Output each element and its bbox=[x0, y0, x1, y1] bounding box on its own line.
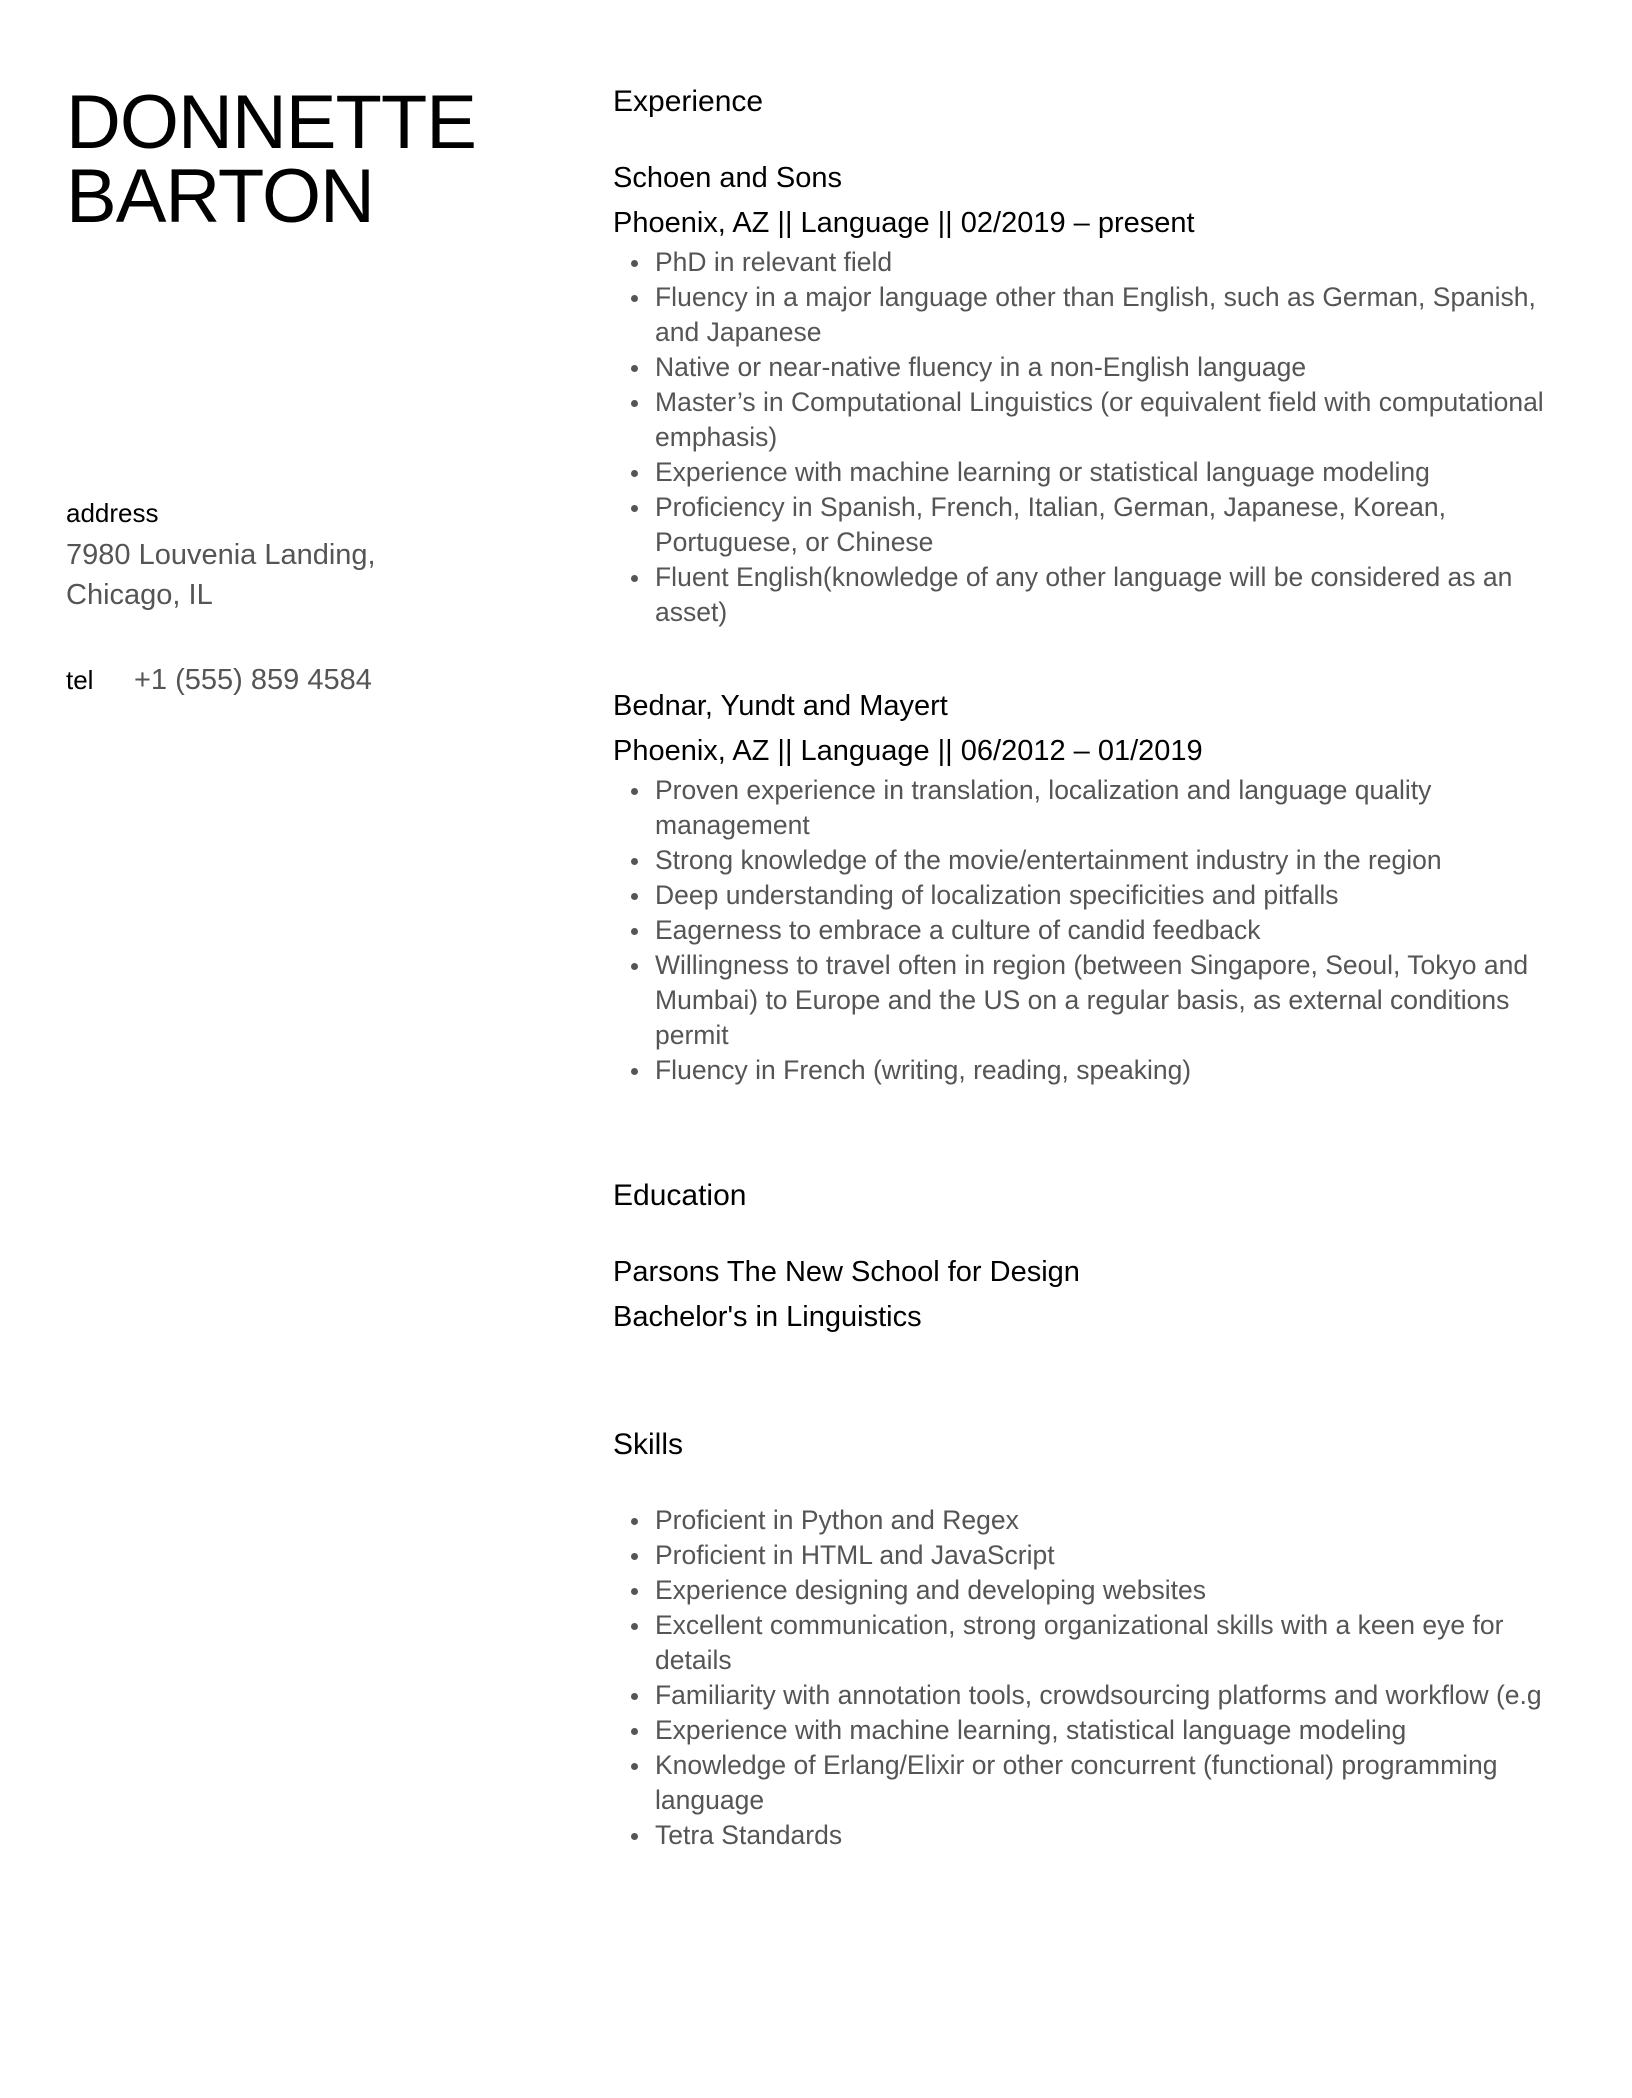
address-block bbox=[66, 498, 376, 615]
degree: Bachelor's in Linguistics bbox=[613, 1301, 922, 1333]
education-section bbox=[613, 1176, 1573, 1337]
skills-section bbox=[613, 1425, 1573, 1853]
bullet-item: Fluency in a major language other than English, such as German, Spanish, and Japanese bbox=[613, 280, 1573, 350]
bullet-item: Experience with machine learning or statistical language modeling bbox=[613, 455, 1573, 490]
skill-item: Experience designing and developing websites bbox=[613, 1573, 1573, 1608]
skill-item: Knowledge of Erlang/Elixir or other concurrent (functional) programming language bbox=[613, 1748, 1573, 1818]
left-column bbox=[66, 80, 546, 696]
tel-value: +1 (555) 859 4584 bbox=[134, 664, 372, 696]
bullet-item: Strong knowledge of the movie/entertainment industry in the region bbox=[613, 843, 1573, 878]
job-entry bbox=[613, 158, 1573, 630]
bullet-item: Eagerness to embrace a culture of candid feedback bbox=[613, 913, 1573, 948]
experience-section bbox=[613, 82, 1573, 1088]
job-entry bbox=[613, 686, 1573, 1088]
skill-item: Proficient in Python and Regex bbox=[613, 1503, 1573, 1538]
skill-item: Tetra Standards bbox=[613, 1818, 1573, 1853]
right-column bbox=[613, 82, 1573, 1853]
bullet-item: Willingness to travel often in region (between Singapore, Seoul, Tokyo and Mumbai) to Europe and the US on a regular basis, as external conditions permit bbox=[613, 948, 1573, 1053]
job-bullets bbox=[613, 773, 1573, 1088]
skills-list bbox=[613, 1503, 1573, 1853]
address-label: address bbox=[66, 498, 159, 528]
candidate-name bbox=[66, 80, 546, 239]
tel-label: tel bbox=[66, 665, 94, 695]
skill-item: Proficient in HTML and JavaScript bbox=[613, 1538, 1573, 1573]
bullet-item: Deep understanding of localization specificities and pitfalls bbox=[613, 878, 1573, 913]
company-name: Schoen and Sons bbox=[613, 162, 842, 194]
bullet-item: Proficiency in Spanish, French, Italian, German, Japanese, Korean, Portuguese, or Chinese bbox=[613, 490, 1573, 560]
last-name: BARTON bbox=[66, 154, 374, 239]
bullet-item: PhD in relevant field bbox=[613, 245, 1573, 280]
bullet-item: Proven experience in translation, localization and language quality management bbox=[613, 773, 1573, 843]
experience-heading: Experience bbox=[613, 85, 764, 118]
company-name: Bednar, Yundt and Mayert bbox=[613, 690, 948, 722]
education-heading: Education bbox=[613, 1179, 747, 1212]
address-value bbox=[66, 535, 376, 615]
tel-row bbox=[66, 664, 372, 697]
bullet-item: Master’s in Computational Linguistics (or equivalent field with computational emphasis) bbox=[613, 385, 1573, 455]
first-name: DONNETTE bbox=[66, 80, 476, 165]
job-bullets bbox=[613, 245, 1573, 630]
address-line-2: Chicago, IL bbox=[66, 579, 213, 611]
school-name: Parsons The New School for Design bbox=[613, 1256, 1080, 1288]
bullet-item: Fluent English(knowledge of any other language will be considered as an asset) bbox=[613, 560, 1573, 630]
job-meta: Phoenix, AZ || Language || 06/2012 – 01/2019 bbox=[613, 735, 1203, 767]
skill-item: Excellent communication, strong organizational skills with a keen eye for details bbox=[613, 1608, 1573, 1678]
address-line-1: 7980 Louvenia Landing, bbox=[66, 539, 376, 571]
skill-item: Familiarity with annotation tools, crowdsourcing platforms and workflow (e.g bbox=[613, 1678, 1573, 1713]
bullet-item: Fluency in French (writing, reading, speaking) bbox=[613, 1053, 1573, 1088]
skills-heading: Skills bbox=[613, 1428, 684, 1461]
skill-item: Experience with machine learning, statistical language modeling bbox=[613, 1713, 1573, 1748]
bullet-item: Native or near-native fluency in a non-English language bbox=[613, 350, 1573, 385]
job-meta: Phoenix, AZ || Language || 02/2019 – present bbox=[613, 207, 1195, 239]
